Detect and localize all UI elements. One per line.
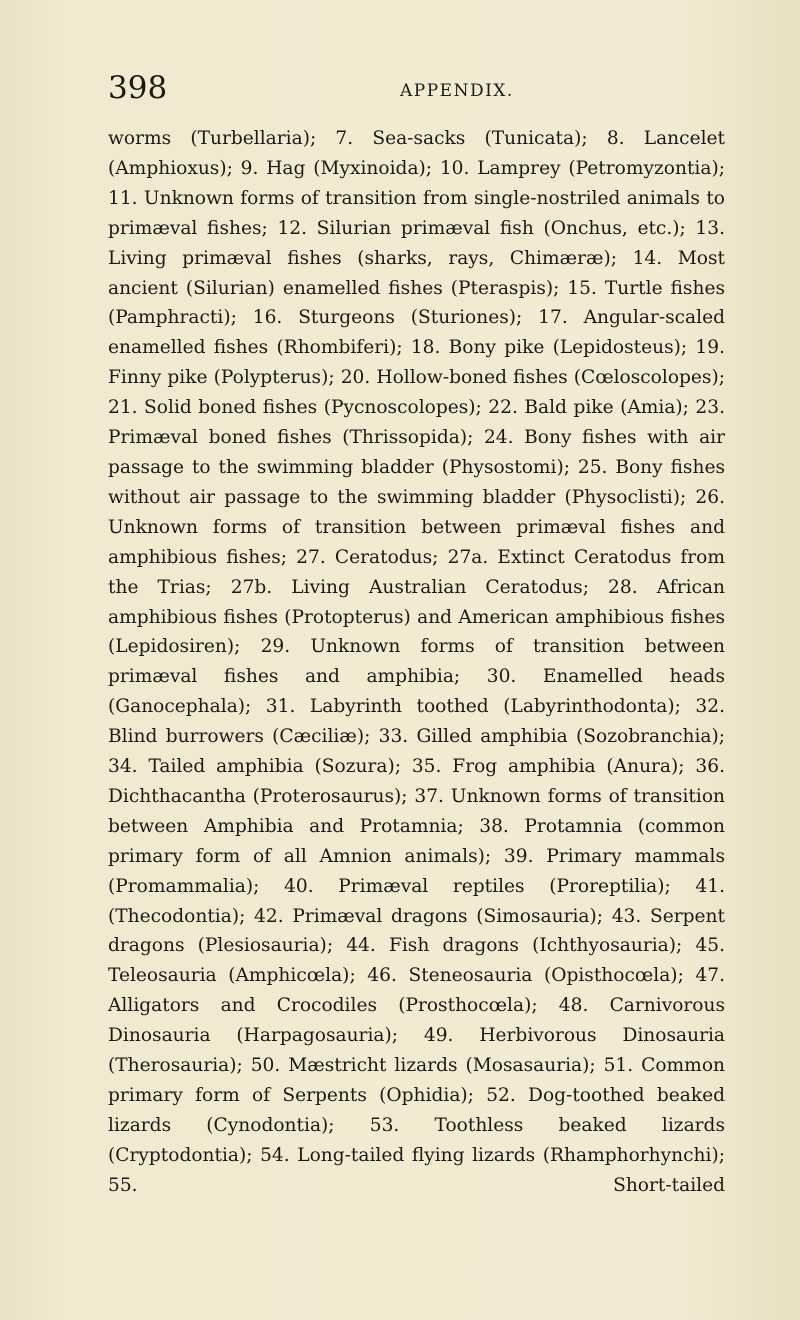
page-number: 398 [108, 70, 168, 106]
body-text: worms (Turbellaria); 7. Sea-sacks (Tunicata); 8. Lancelet (Amphioxus); 9. Hag (Myxinoida); 10. Lamprey (Petromyzontia); 11. Unknown forms of transition from single-nostriled animals to primæval fishes; 12. Silurian primæval fish (Onchus, etc.); 13. Living primæval fishes (sharks, rays, Chimæræ); 14. Most ancient (Silurian) enamelled fishes (Pteraspis); 15. Turtle fishes (Pamphracti); 16. Sturgeons (Sturiones); 17. Angular-scaled enamelled fishes (Rhombiferi); 18. Bony pike (Lepidosteus); 19. Finny pike (Polypterus); 20. Hollow-boned fishes (Cœloscolopes); 21. Solid boned fishes (Pycnoscolopes); 22. Bald pike (Amia); 23. Primæval boned fishes (Thrissopida); 24. Bony fishes with air passage to the swimming bladder (Physostomi); 25. Bony fishes without air passage to the swimming bladder (Physoclisti); 26. Unknown forms of transition between primæval fishes and amphibious fishes; 27. Ceratodus; 27a. Extinct Ceratodus from the Trias; 27b. Living Australian Ceratodus; 28. African amphibious fishes (Protopterus) and American amphibious fishes (Lepidosiren); 29. Unknown forms of transition between primæval fishes and amphibia; 30. Enamelled heads (Ganocephala); 31. Labyrinth toothed (Labyrinthodonta); 32. Blind burrowers (Cæciliæ); 33. Gilled amphibia (Sozobranchia); 34. Tailed amphibia (Sozura); 35. Frog amphibia (Anura); 36. Dichthacantha (Proterosaurus); 37. Unknown forms of transition between Amphibia and Protamnia; 38. Protamnia (common primary form of all Amnion animals); 39. Primary mammals (Promammalia); 40. Primæval reptiles (Proreptilia); 41. (Thecodontia); 42. Primæval dragons (Simosauria); 43. Serpent dragons (Plesiosauria); 44. Fish dragons (Ichthyosauria); 45. Teleosauria (Amphicœla); 46. Steneosauria (Opisthocœla); 47. Alligators and Crocodiles (Prosthocœla); 48. Carnivorous Dinosauria (Harpagosauria); 49. Herbivorous Dinosauria (Therosauria); 50. Mæstricht lizards (Mosasauria); 51. Common primary form of Serpents (Ophidia); 52. Dog-toothed beaked lizards (Cynodontia); 53. Toothless beaked lizards (Cryptodontia); 54. Long-tailed flying lizards (Rhamphorhynchi); 55. Short-tailed [108, 128, 725, 1196]
page-header [108, 64, 668, 124]
running-head: APPENDIX. [400, 81, 514, 101]
